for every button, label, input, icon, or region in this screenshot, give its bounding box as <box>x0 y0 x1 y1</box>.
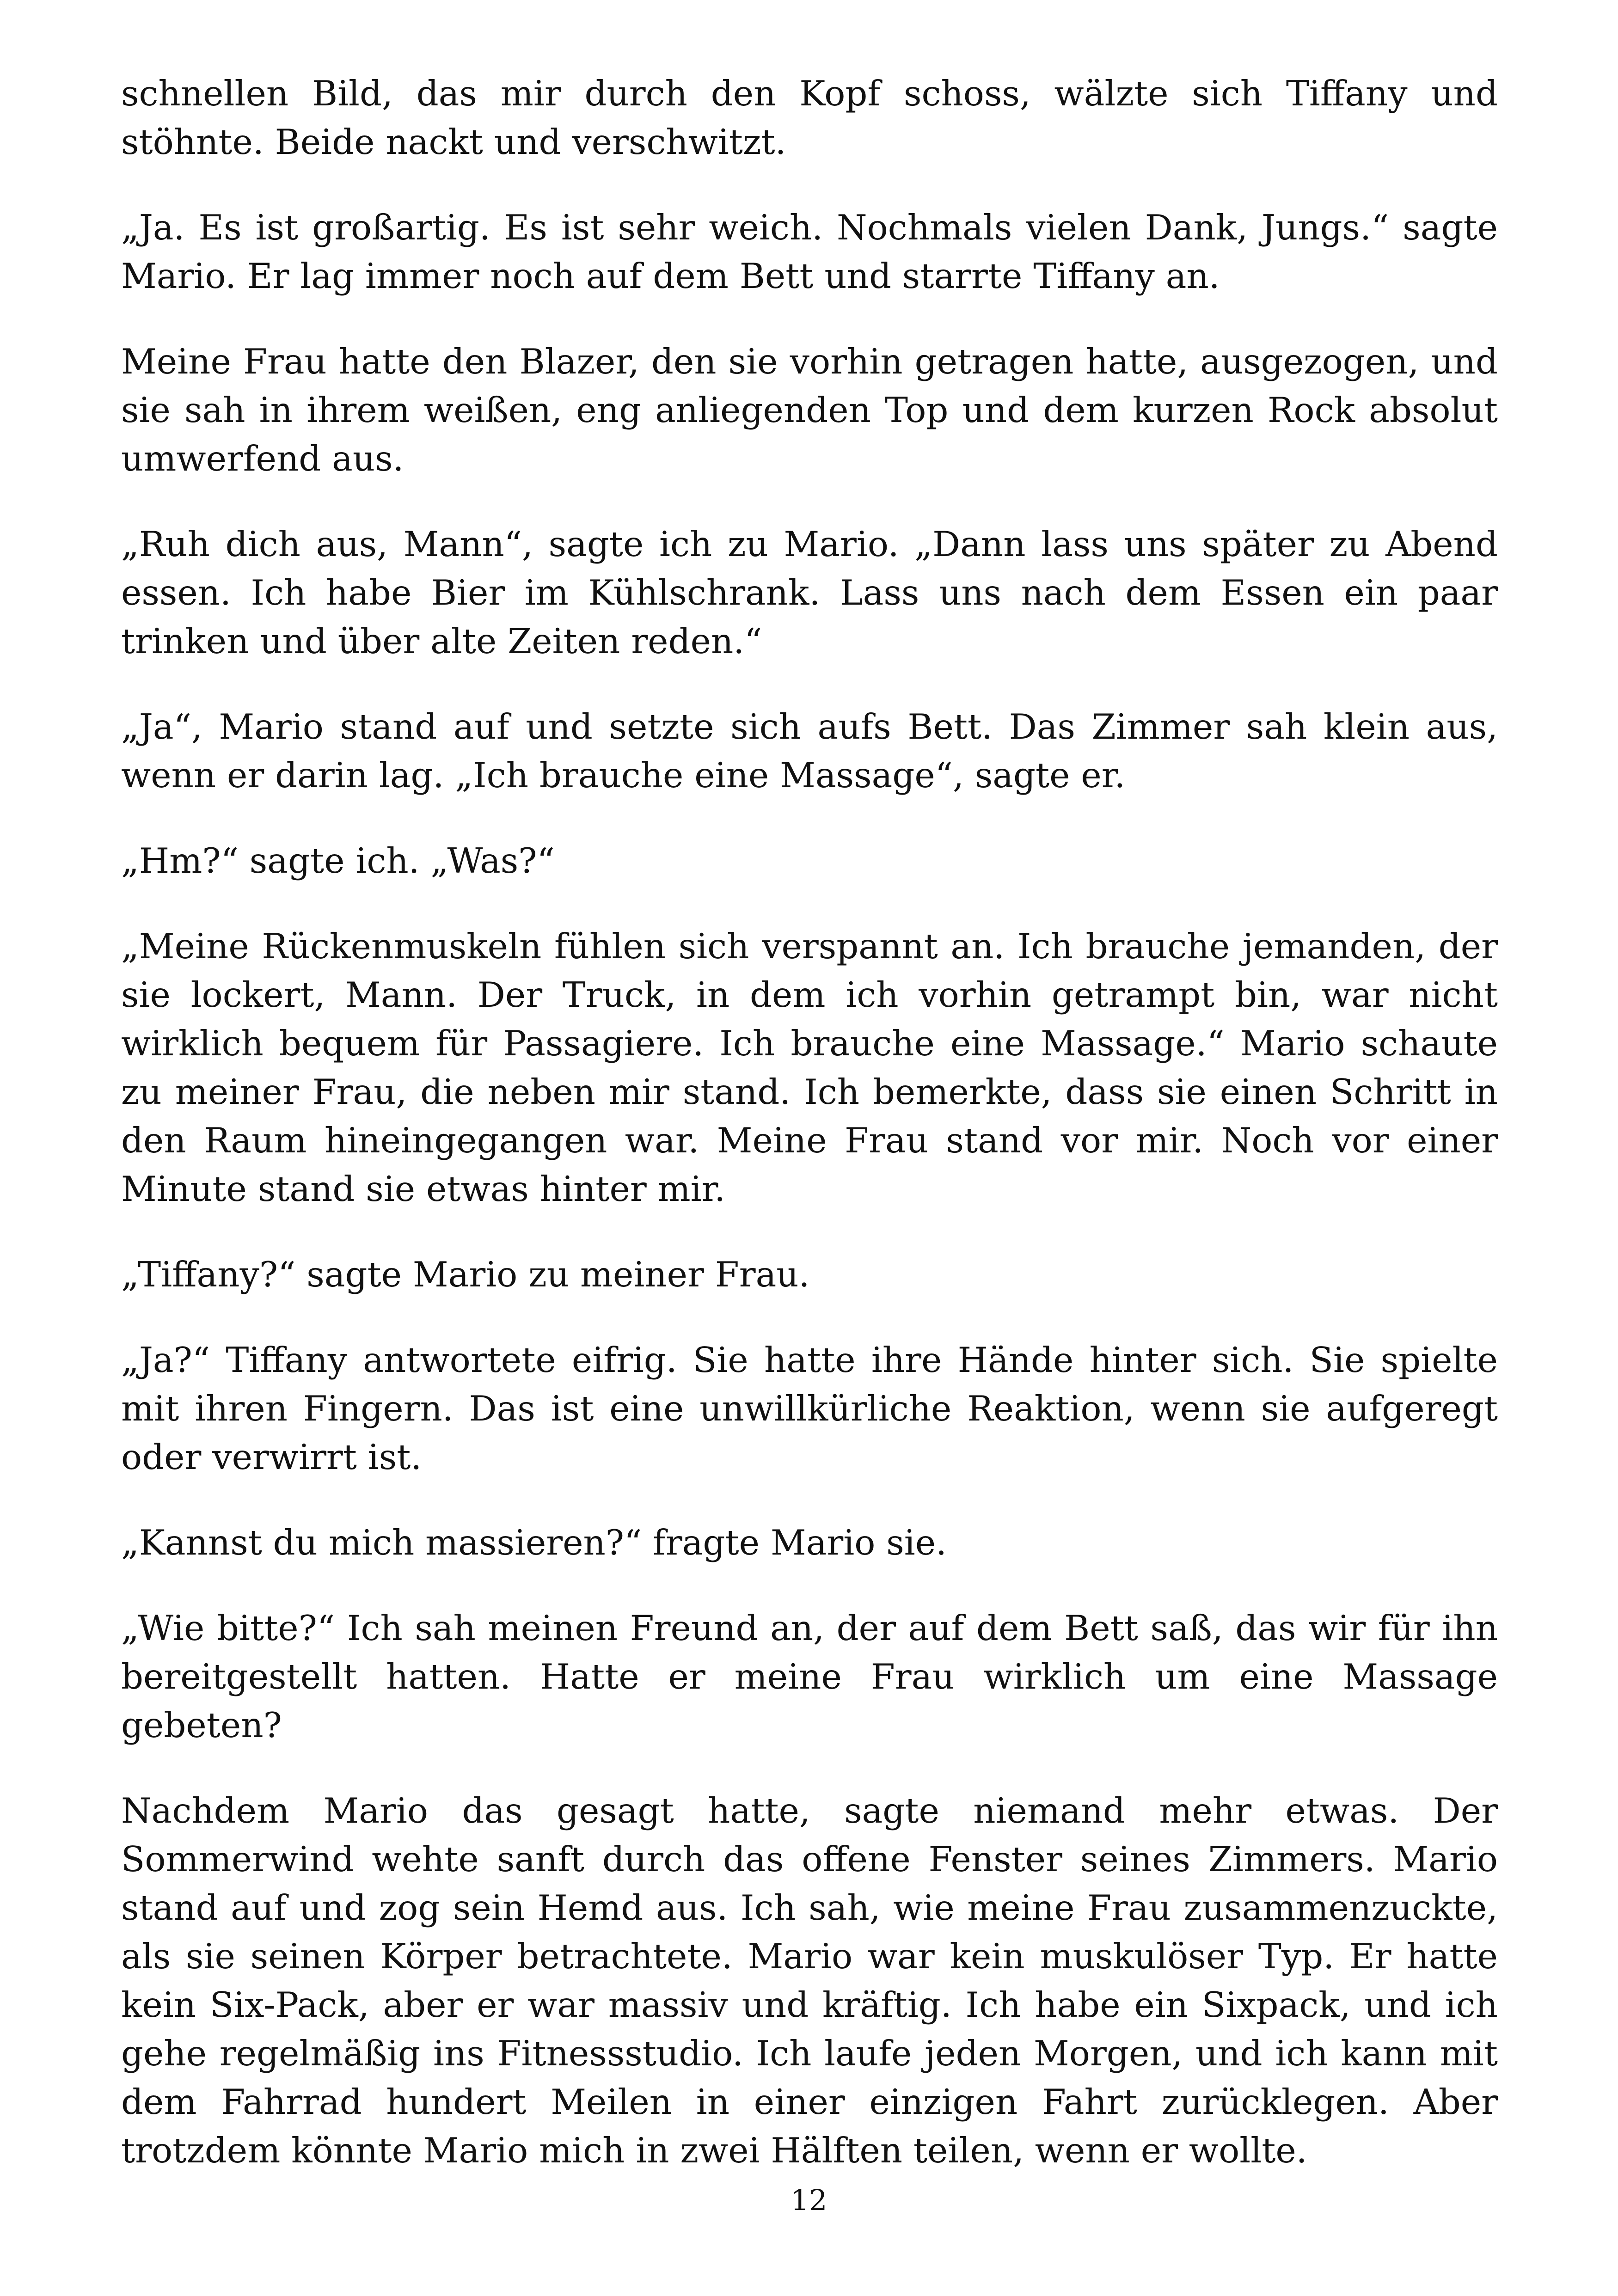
paragraph-11: „Wie bitte?“ Ich sah meinen Freund an, der auf dem Bett saß, das wir für ihn bereitgestellt hatten. Hatte er meine Frau wirklich um eine Massage gebeten? <box>121 1608 1498 1745</box>
paragraph-9: „Ja?“ Tiffany antwortete eifrig. Sie hatte ihre Hände hinter sich. Sie spielte mit ihren Fingern. Das ist eine unwillkürliche Reaktion, wenn sie aufgeregt oder verwirrt ist. <box>121 1340 1498 1477</box>
paragraph-2: „Ja. Es ist großartig. Es ist sehr weich. Nochmals vielen Dank, Jungs.“ sagte Mario. Er lag immer noch auf dem Bett und starrte Tiffany an. <box>121 207 1498 296</box>
paragraph-4: „Ruh dich aus, Mann“, sagte ich zu Mario. „Dann lass uns später zu Abend essen. Ich habe Bier im Kühlschrank. Lass uns nach dem Essen ein paar trinken und über alte Zeiten reden.“ <box>121 524 1498 661</box>
paragraph-10: „Kannst du mich massieren?“ fragte Mario sie. <box>121 1522 947 1563</box>
paragraph-8: „Tiffany?“ sagte Mario zu meiner Frau. <box>121 1254 810 1295</box>
paragraph-7: „Meine Rückenmuskeln fühlen sich verspannt an. Ich brauche jemanden, der sie lockert, Mann. Der Truck, in dem ich vorhin getrampt bin, war nicht wirklich bequem für Passagiere. Ich brauche eine Massage.“ Mario schaute zu meiner Frau, die neben mir stand. Ich bemerkte, dass sie einen Schritt in den Raum hineingegangen war. Meine Frau stand vor mir. Noch vor einer Minute stand sie etwas hinter mir. <box>121 926 1498 1209</box>
page-body <box>121 69 1498 2212</box>
paragraph-12: Nachdem Mario das gesagt hatte, sagte niemand mehr etwas. Der Sommerwind wehte sanft durch das offene Fenster seines Zimmers. Mario stand auf und zog sein Hemd aus. Ich sah, wie meine Frau zusammenzuckte, als sie seinen Körper betrachtete. Mario war kein muskulöser Typ. Er hatte kein Six-Pack, aber er war massiv und kräftig. Ich habe ein Sixpack, und ich gehe regelmäßig ins Fitnessstudio. Ich laufe jeden Morgen, und ich kann mit dem Fahrrad hundert Meilen in einer einzigen Fahrt zurücklegen. Aber trotzdem könnte Mario mich in zwei Hälften teilen, wenn er wollte. <box>121 1790 1498 2171</box>
paragraph-3: Meine Frau hatte den Blazer, den sie vorhin getragen hatte, ausgezogen, und sie sah in ihrem weißen, eng anliegenden Top und dem kurzen Rock absolut umwerfend aus. <box>121 341 1498 479</box>
paragraph-6: „Hm?“ sagte ich. „Was?“ <box>121 840 555 881</box>
paragraph-1: schnellen Bild, das mir durch den Kopf schoss, wälzte sich Tiffany und stöhnte. Beide nackt und verschwitzt. <box>121 73 1498 162</box>
page-number: 12 <box>791 2183 827 2217</box>
paragraph-5: „Ja“, Mario stand auf und setzte sich aufs Bett. Das Zimmer sah klein aus, wenn er darin lag. „Ich brauche eine Massage“, sagte er. <box>121 706 1498 796</box>
